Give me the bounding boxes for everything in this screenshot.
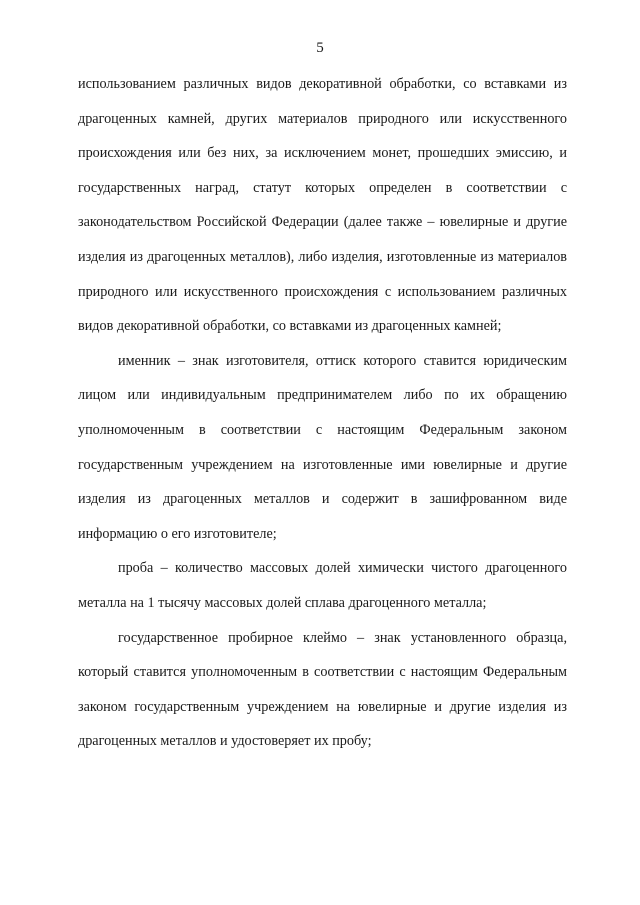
paragraph-imennik-definition: именник – знак изготовителя, оттиск которого ставится юридическим лицом или индивидуальным предпринимателем либо по их обращению уполномоченным в соответствии с настоящим Федеральным законом государственным учреждением на изготовленные ими ювелирные и другие изделия из драгоценных металлов и содержит в зашифрованном виде информацию о его изготовителе; xyxy=(78,352,567,542)
page-number: 5 xyxy=(316,40,324,56)
document-body xyxy=(78,67,567,759)
paragraph-hallmark-definition: государственное пробирное клеймо – знак установленного образца, который ставится уполномоченным в соответствии с настоящим Федеральным законом государственным учреждением на ювелирные и другие изделия из драгоценных металлов и удостоверяет их пробу; xyxy=(78,629,567,750)
paragraph-decorative-articles: использованием различных видов декоративной обработки, со вставками из драгоценных камней, других материалов природного или искусственного происхождения или без них, за исключением монет, прошедших эмиссию, и государственных наград, статут которых определен в соответствии с законодательством Российской Федерации (далее также – ювелирные и другие изделия из драгоценных металлов), либо изделия, изготовленные из материалов природного или искусственного происхождения с использованием различных видов декоративной обработки, со вставками из драгоценных камней; xyxy=(78,76,567,335)
paragraph-proba-definition: проба – количество массовых долей химически чистого драгоценного металла на 1 тысячу массовых долей сплава драгоценного металла; xyxy=(78,560,567,611)
